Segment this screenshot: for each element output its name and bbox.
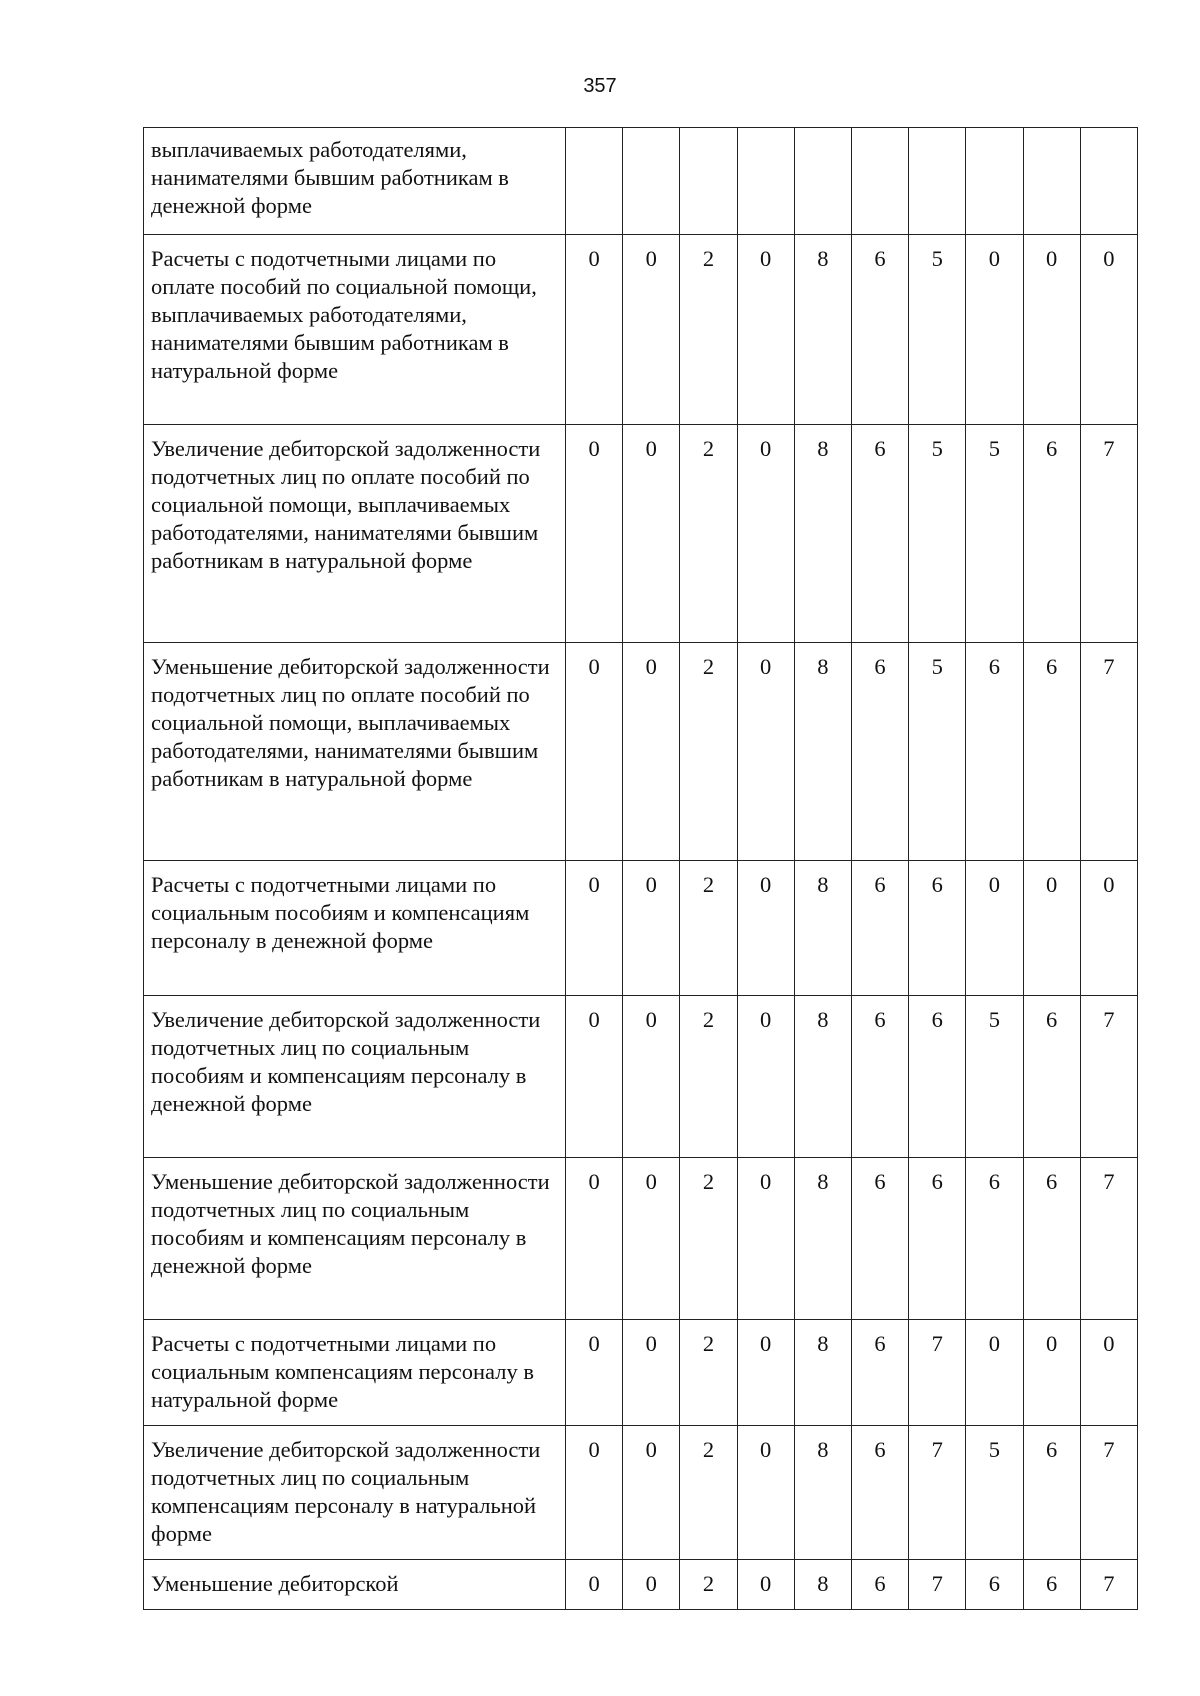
code-digit-cell: 0 (737, 1320, 794, 1426)
code-digit-cell: 0 (566, 1320, 623, 1426)
code-digit-cell: 0 (737, 235, 794, 425)
code-digit-cell: 0 (566, 235, 623, 425)
code-digit-cell: 2 (680, 1426, 737, 1560)
code-digit-cell: 0 (737, 1158, 794, 1320)
account-name-cell: Расчеты с подотчетными лицами по социальным компенсациям персоналу в натуральной форме (144, 1320, 566, 1426)
code-digit-cell (794, 128, 851, 235)
code-digit-cell: 8 (794, 1560, 851, 1610)
code-digit-cell: 5 (909, 643, 966, 861)
code-digit-cell (623, 128, 680, 235)
code-digit-cell: 6 (1023, 1158, 1080, 1320)
code-digit-cell: 6 (851, 643, 908, 861)
account-codes-table (143, 127, 1138, 1610)
code-digit-cell: 2 (680, 996, 737, 1158)
code-digit-cell: 6 (1023, 425, 1080, 643)
code-digit-cell: 0 (566, 425, 623, 643)
code-digit-cell: 0 (623, 1426, 680, 1560)
code-digit-cell: 6 (851, 1426, 908, 1560)
code-digit-cell (1080, 128, 1137, 235)
code-digit-cell: 0 (1023, 235, 1080, 425)
code-digit-cell (909, 128, 966, 235)
code-digit-cell: 6 (1023, 1560, 1080, 1610)
code-digit-cell: 8 (794, 1320, 851, 1426)
code-digit-cell: 6 (1023, 643, 1080, 861)
code-digit-cell: 6 (966, 643, 1023, 861)
code-digit-cell: 6 (909, 861, 966, 996)
code-digit-cell: 0 (623, 643, 680, 861)
table-row (144, 996, 1138, 1158)
code-digit-cell: 8 (794, 861, 851, 996)
code-digit-cell: 0 (566, 1560, 623, 1610)
code-digit-cell: 2 (680, 425, 737, 643)
code-digit-cell: 7 (1080, 996, 1137, 1158)
code-digit-cell: 0 (966, 1320, 1023, 1426)
code-digit-cell: 5 (909, 235, 966, 425)
code-digit-cell: 0 (623, 1158, 680, 1320)
table-row (144, 1426, 1138, 1560)
code-digit-cell: 2 (680, 1320, 737, 1426)
code-digit-cell: 7 (909, 1426, 966, 1560)
code-digit-cell: 0 (737, 1426, 794, 1560)
code-digit-cell: 8 (794, 235, 851, 425)
account-name-cell: Увеличение дебиторской задолженности подотчетных лиц по социальным компенсациям персоналу в натуральной форме (144, 1426, 566, 1560)
code-digit-cell: 7 (1080, 643, 1137, 861)
code-digit-cell: 6 (909, 996, 966, 1158)
code-digit-cell: 7 (1080, 1560, 1137, 1610)
code-digit-cell: 2 (680, 861, 737, 996)
code-digit-cell (1023, 128, 1080, 235)
code-digit-cell: 7 (909, 1320, 966, 1426)
code-digit-cell: 0 (737, 643, 794, 861)
code-digit-cell: 7 (909, 1560, 966, 1610)
code-digit-cell: 8 (794, 996, 851, 1158)
code-digit-cell: 5 (966, 425, 1023, 643)
code-digit-cell: 0 (966, 235, 1023, 425)
code-digit-cell: 5 (966, 996, 1023, 1158)
code-digit-cell (851, 128, 908, 235)
code-digit-cell: 6 (851, 1158, 908, 1320)
account-name-cell: Увеличение дебиторской задолженности подотчетных лиц по оплате пособий по социальной помощи, выплачиваемых работодателями, нанимателями бывшим работникам в натуральной форме (144, 425, 566, 643)
code-digit-cell: 0 (623, 1320, 680, 1426)
code-digit-cell: 6 (966, 1158, 1023, 1320)
code-digit-cell: 7 (1080, 1158, 1137, 1320)
code-digit-cell (966, 128, 1023, 235)
code-digit-cell: 0 (1023, 861, 1080, 996)
code-digit-cell: 8 (794, 425, 851, 643)
code-digit-cell: 0 (623, 996, 680, 1158)
code-digit-cell (680, 128, 737, 235)
code-digit-cell: 5 (909, 425, 966, 643)
code-digit-cell: 6 (966, 1560, 1023, 1610)
code-digit-cell: 8 (794, 1426, 851, 1560)
code-digit-cell: 0 (737, 1560, 794, 1610)
table-row (144, 861, 1138, 996)
account-name-cell: Уменьшение дебиторской задолженности подотчетных лиц по социальным пособиям и компенсациям персоналу в денежной форме (144, 1158, 566, 1320)
code-digit-cell: 0 (737, 861, 794, 996)
code-digit-cell: 0 (1023, 1320, 1080, 1426)
code-digit-cell: 0 (737, 996, 794, 1158)
code-digit-cell: 0 (566, 1158, 623, 1320)
page-number: 357 (583, 75, 617, 97)
account-name-cell: выплачиваемых работодателями, нанимателями бывшим работникам в денежной форме (144, 128, 566, 235)
account-name-cell: Уменьшение дебиторской (144, 1560, 566, 1610)
code-digit-cell: 2 (680, 1560, 737, 1610)
code-digit-cell: 0 (623, 235, 680, 425)
code-digit-cell: 0 (566, 1426, 623, 1560)
code-digit-cell: 8 (794, 643, 851, 861)
table-row (144, 1320, 1138, 1426)
code-digit-cell: 0 (1080, 235, 1137, 425)
code-digit-cell: 0 (623, 1560, 680, 1610)
account-name-cell: Расчеты с подотчетными лицами по социальным пособиям и компенсациям персоналу в денежной форме (144, 861, 566, 996)
code-digit-cell: 0 (566, 643, 623, 861)
code-digit-cell: 6 (909, 1158, 966, 1320)
code-digit-cell: 2 (680, 1158, 737, 1320)
code-digit-cell (737, 128, 794, 235)
table-row (144, 643, 1138, 861)
code-digit-cell: 0 (1080, 1320, 1137, 1426)
code-digit-cell: 0 (566, 996, 623, 1158)
code-digit-cell: 5 (966, 1426, 1023, 1560)
code-digit-cell: 6 (851, 861, 908, 996)
table-row (144, 1560, 1138, 1610)
account-name-cell: Уменьшение дебиторской задолженности подотчетных лиц по оплате пособий по социальной помощи, выплачиваемых работодателями, нанимателями бывшим работникам в натуральной форме (144, 643, 566, 861)
code-digit-cell: 0 (566, 861, 623, 996)
table-row (144, 1158, 1138, 1320)
code-digit-cell: 6 (851, 996, 908, 1158)
code-digit-cell: 0 (623, 425, 680, 643)
code-digit-cell: 6 (851, 1320, 908, 1426)
code-digit-cell: 6 (851, 425, 908, 643)
table-row (144, 128, 1138, 235)
account-name-cell: Увеличение дебиторской задолженности подотчетных лиц по социальным пособиям и компенсациям персоналу в денежной форме (144, 996, 566, 1158)
code-digit-cell (566, 128, 623, 235)
code-digit-cell: 6 (1023, 996, 1080, 1158)
code-digit-cell: 6 (851, 235, 908, 425)
code-digit-cell: 8 (794, 1158, 851, 1320)
code-digit-cell: 0 (623, 861, 680, 996)
code-digit-cell: 6 (851, 1560, 908, 1610)
code-digit-cell: 0 (1080, 861, 1137, 996)
code-digit-cell: 7 (1080, 1426, 1137, 1560)
code-digit-cell: 2 (680, 235, 737, 425)
code-digit-cell: 0 (966, 861, 1023, 996)
table-row (144, 425, 1138, 643)
code-digit-cell: 7 (1080, 425, 1137, 643)
account-name-cell: Расчеты с подотчетными лицами по оплате пособий по социальной помощи, выплачиваемых работодателями, нанимателями бывшим работникам в натуральной форме (144, 235, 566, 425)
code-digit-cell: 2 (680, 643, 737, 861)
code-digit-cell: 6 (1023, 1426, 1080, 1560)
table-row (144, 235, 1138, 425)
code-digit-cell: 0 (737, 425, 794, 643)
